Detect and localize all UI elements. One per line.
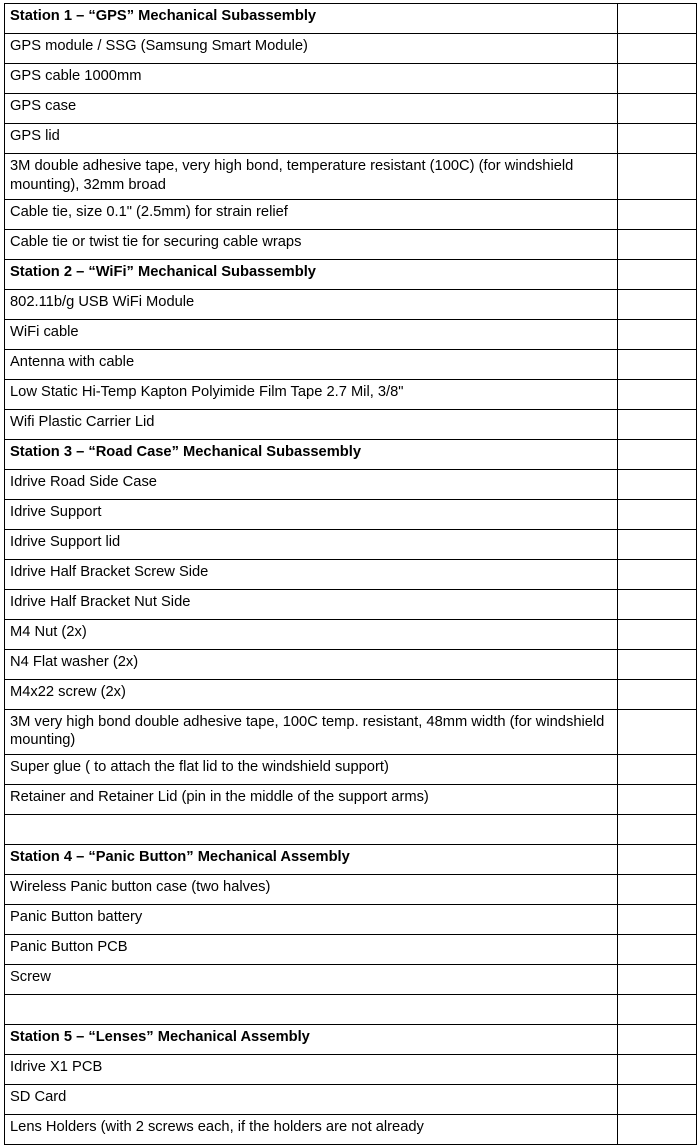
item-description-cell: Idrive Half Bracket Screw Side — [5, 559, 618, 589]
table-row — [5, 199, 697, 229]
table-row — [5, 124, 697, 154]
table-row — [5, 589, 697, 619]
table-row — [5, 1055, 697, 1085]
item-description-cell: SD Card — [5, 1085, 618, 1115]
table-row — [5, 815, 697, 845]
quantity-cell — [618, 409, 697, 439]
quantity-cell — [618, 154, 697, 200]
item-description-cell: Panic Button PCB — [5, 935, 618, 965]
table-row — [5, 259, 697, 289]
station-heading-cell: Station 4 – “Panic Button” Mechanical Assembly — [5, 845, 618, 875]
quantity-cell — [618, 4, 697, 34]
quantity-cell — [618, 439, 697, 469]
table-row — [5, 439, 697, 469]
item-description-cell: Cable tie, size 0.1" (2.5mm) for strain relief — [5, 199, 618, 229]
item-description-cell: Lens Holders (with 2 screws each, if the holders are not already — [5, 1115, 618, 1145]
quantity-cell — [618, 785, 697, 815]
table-row — [5, 229, 697, 259]
item-description-cell: GPS cable 1000mm — [5, 64, 618, 94]
item-description-cell: 3M very high bond double adhesive tape, 100C temp. resistant, 48mm width (for windshield mounting) — [5, 709, 618, 755]
quantity-cell — [618, 815, 697, 845]
table-row — [5, 289, 697, 319]
table-row — [5, 34, 697, 64]
item-description-cell: Super glue ( to attach the flat lid to the windshield support) — [5, 755, 618, 785]
table-row — [5, 1115, 697, 1145]
table-row — [5, 349, 697, 379]
item-description-cell: 3M double adhesive tape, very high bond, temperature resistant (100C) (for windshield mounting), 32mm broad — [5, 154, 618, 200]
table-row — [5, 409, 697, 439]
table-row — [5, 154, 697, 200]
item-description-cell: Low Static Hi-Temp Kapton Polyimide Film Tape 2.7 Mil, 3/8" — [5, 379, 618, 409]
table-row — [5, 319, 697, 349]
table-row — [5, 469, 697, 499]
quantity-cell — [618, 469, 697, 499]
quantity-cell — [618, 679, 697, 709]
spacer-cell — [5, 995, 618, 1025]
table-row — [5, 785, 697, 815]
bill-of-materials-table — [4, 3, 697, 1145]
quantity-cell — [618, 905, 697, 935]
item-description-cell: Screw — [5, 965, 618, 995]
quantity-cell — [618, 619, 697, 649]
station-heading-cell: Station 5 – “Lenses” Mechanical Assembly — [5, 1025, 618, 1055]
quantity-cell — [618, 349, 697, 379]
quantity-cell — [618, 289, 697, 319]
quantity-cell — [618, 709, 697, 755]
quantity-cell — [618, 649, 697, 679]
table-row — [5, 1085, 697, 1115]
table-row — [5, 995, 697, 1025]
quantity-cell — [618, 589, 697, 619]
table-row — [5, 1025, 697, 1055]
table-body — [5, 4, 697, 1145]
quantity-cell — [618, 124, 697, 154]
quantity-cell — [618, 499, 697, 529]
table-row — [5, 64, 697, 94]
quantity-cell — [618, 1055, 697, 1085]
table-row — [5, 649, 697, 679]
item-description-cell: M4x22 screw (2x) — [5, 679, 618, 709]
item-description-cell: Wifi Plastic Carrier Lid — [5, 409, 618, 439]
quantity-cell — [618, 94, 697, 124]
table-row — [5, 845, 697, 875]
item-description-cell: GPS lid — [5, 124, 618, 154]
item-description-cell: N4 Flat washer (2x) — [5, 649, 618, 679]
item-description-cell: 802.11b/g USB WiFi Module — [5, 289, 618, 319]
item-description-cell: Retainer and Retainer Lid (pin in the middle of the support arms) — [5, 785, 618, 815]
item-description-cell: Cable tie or twist tie for securing cable wraps — [5, 229, 618, 259]
station-heading-cell: Station 2 – “WiFi” Mechanical Subassembly — [5, 259, 618, 289]
table-row — [5, 529, 697, 559]
item-description-cell: Idrive Support — [5, 499, 618, 529]
item-description-cell: M4 Nut (2x) — [5, 619, 618, 649]
table-row — [5, 935, 697, 965]
table-row — [5, 905, 697, 935]
quantity-cell — [618, 259, 697, 289]
item-description-cell: Antenna with cable — [5, 349, 618, 379]
table-row — [5, 619, 697, 649]
table-row — [5, 965, 697, 995]
item-description-cell: GPS case — [5, 94, 618, 124]
quantity-cell — [618, 965, 697, 995]
quantity-cell — [618, 1085, 697, 1115]
table-row — [5, 94, 697, 124]
table-row — [5, 559, 697, 589]
quantity-cell — [618, 199, 697, 229]
quantity-cell — [618, 319, 697, 349]
item-description-cell: Idrive Half Bracket Nut Side — [5, 589, 618, 619]
table-row — [5, 499, 697, 529]
table-row — [5, 379, 697, 409]
spacer-cell — [5, 815, 618, 845]
station-heading-cell: Station 3 – “Road Case” Mechanical Subassembly — [5, 439, 618, 469]
item-description-cell: Idrive X1 PCB — [5, 1055, 618, 1085]
quantity-cell — [618, 1025, 697, 1055]
quantity-cell — [618, 229, 697, 259]
item-description-cell: Idrive Support lid — [5, 529, 618, 559]
quantity-cell — [618, 935, 697, 965]
table-row — [5, 755, 697, 785]
quantity-cell — [618, 1115, 697, 1145]
quantity-cell — [618, 34, 697, 64]
table-row — [5, 875, 697, 905]
item-description-cell: Panic Button battery — [5, 905, 618, 935]
station-heading-cell: Station 1 – “GPS” Mechanical Subassembly — [5, 4, 618, 34]
item-description-cell: Idrive Road Side Case — [5, 469, 618, 499]
quantity-cell — [618, 64, 697, 94]
quantity-cell — [618, 875, 697, 905]
quantity-cell — [618, 995, 697, 1025]
item-description-cell: Wireless Panic button case (two halves) — [5, 875, 618, 905]
table-row — [5, 679, 697, 709]
quantity-cell — [618, 845, 697, 875]
quantity-cell — [618, 529, 697, 559]
quantity-cell — [618, 755, 697, 785]
table-row — [5, 4, 697, 34]
item-description-cell: GPS module / SSG (Samsung Smart Module) — [5, 34, 618, 64]
quantity-cell — [618, 379, 697, 409]
quantity-cell — [618, 559, 697, 589]
item-description-cell: WiFi cable — [5, 319, 618, 349]
table-row — [5, 709, 697, 755]
